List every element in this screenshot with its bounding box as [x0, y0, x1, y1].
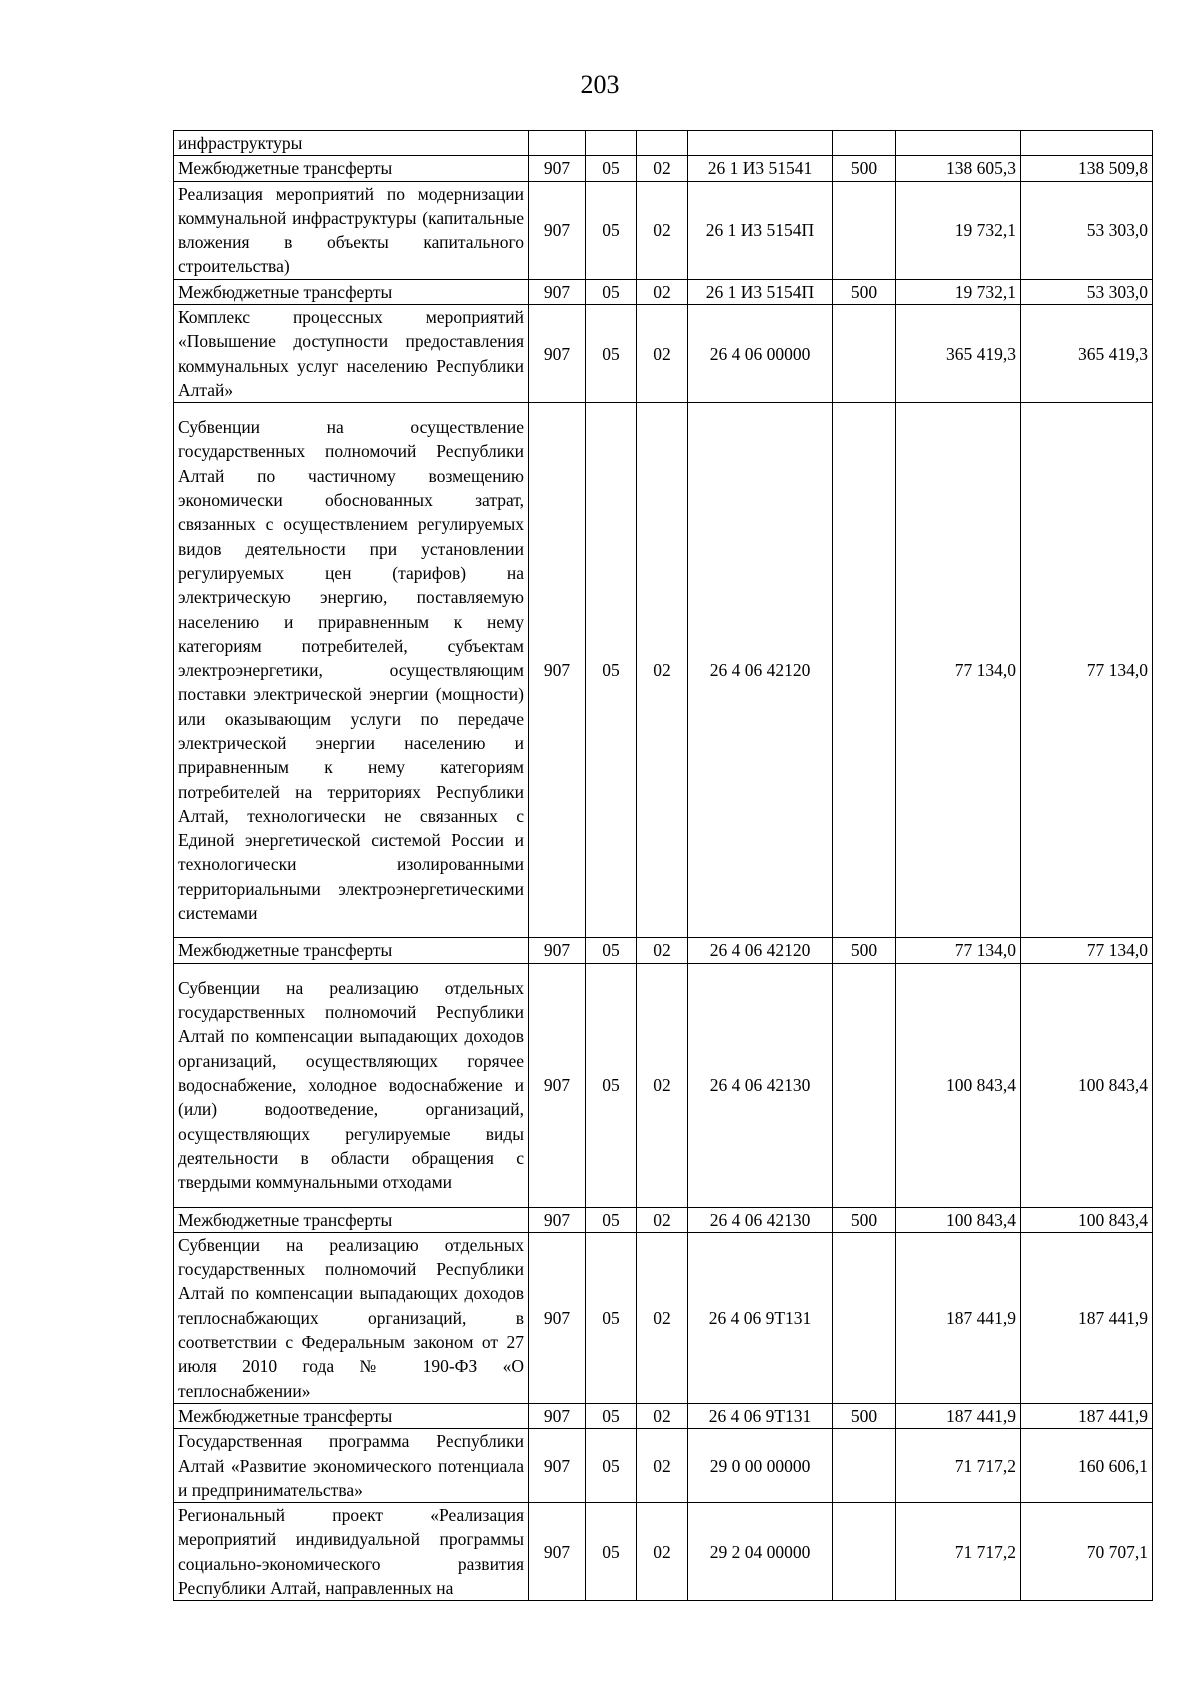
ved-cell: 907: [529, 1232, 586, 1403]
row-name: Межбюджетные трансферты: [174, 156, 529, 181]
page-number: 203: [580, 70, 620, 99]
csr-cell: 26 4 06 9Т131: [688, 1232, 833, 1403]
sum2-cell: 187 441,9: [1021, 1403, 1153, 1428]
sum2-cell: 100 843,4: [1021, 963, 1153, 1207]
sum2-cell: 365 419,3: [1021, 305, 1153, 403]
rz-cell: 05: [586, 1232, 637, 1403]
ved-cell: 907: [529, 1403, 586, 1428]
vr-cell: [833, 305, 896, 403]
vr-cell: [833, 963, 896, 1207]
ved-cell: 907: [529, 963, 586, 1207]
csr-cell: 29 0 00 00000: [688, 1429, 833, 1503]
sum2-cell: 160 606,1: [1021, 1429, 1153, 1503]
sum2-cell: 77 134,0: [1021, 938, 1153, 963]
sum1-cell: 19 732,1: [896, 181, 1021, 279]
ved-cell: 907: [529, 305, 586, 403]
ved-cell: 907: [529, 279, 586, 304]
ved-cell: 907: [529, 156, 586, 181]
vr-cell: 500: [833, 279, 896, 304]
csr-cell: 29 2 04 00000: [688, 1503, 833, 1601]
sum2-cell: 70 707,1: [1021, 1503, 1153, 1601]
pr-cell: 02: [637, 156, 688, 181]
csr-cell: 26 1 И3 5154П: [688, 279, 833, 304]
csr-cell: 26 1 И3 5154П: [688, 181, 833, 279]
vr-cell: [833, 181, 896, 279]
rz-cell: 05: [586, 279, 637, 304]
sum2-cell: 53 303,0: [1021, 181, 1153, 279]
ved-cell: 907: [529, 1503, 586, 1601]
vr-cell: [833, 403, 896, 938]
row-name: Субвенции на реализацию отдельных государственных полномочий Республики Алтай по компенсации выпадающих доходов теплоснабжающих организаций, в соответствии с Федеральным законом от 27 июля 2010 года № 190-ФЗ «О теплоснабжении»: [174, 1232, 529, 1403]
csr-cell: 26 4 06 42120: [688, 403, 833, 938]
pr-cell: 02: [637, 181, 688, 279]
sum2-cell: 77 134,0: [1021, 403, 1153, 938]
csr-cell: 26 1 И3 51541: [688, 156, 833, 181]
sum1-cell: 100 843,4: [896, 963, 1021, 1207]
vr-cell: 500: [833, 156, 896, 181]
pr-cell: 02: [637, 1207, 688, 1232]
rz-cell: [586, 131, 637, 156]
sum2-cell: [1021, 131, 1153, 156]
rz-cell: 05: [586, 156, 637, 181]
row-name: Комплекс процессных мероприятий «Повышение доступности предоставления коммунальных услуг населению Республики Алтай»: [174, 305, 529, 403]
budget-table: [173, 130, 1153, 1601]
csr-cell: [688, 131, 833, 156]
vr-cell: 500: [833, 938, 896, 963]
table-row: [174, 1207, 1153, 1232]
ved-cell: [529, 131, 586, 156]
table-row: [174, 1429, 1153, 1503]
row-name: Субвенции на осуществление государственных полномочий Республики Алтай по частичному возмещению экономически обоснованных затрат, связанных с осуществлением регулируемых видов деятельности при установлении регулируемых цен (тарифов) на электрическую энергию, поставляемую населению и приравненным к нему категориям потребителей, субъектам электроэнергетики, осуществляющим поставки электрической энергии (мощности) или оказывающим услуги по передаче электрической энергии населению и приравненным к нему категориям потребителей на территориях Республики Алтай, технологически не связанных с Единой энергетической системой России и технологически изолированными территориальными электроэнергетическими системами: [174, 403, 529, 938]
table-row: [174, 403, 1153, 938]
rz-cell: 05: [586, 1429, 637, 1503]
rz-cell: 05: [586, 1403, 637, 1428]
rz-cell: 05: [586, 403, 637, 938]
csr-cell: 26 4 06 00000: [688, 305, 833, 403]
rz-cell: 05: [586, 1503, 637, 1601]
vr-cell: [833, 1429, 896, 1503]
row-name: Субвенции на реализацию отдельных государственных полномочий Республики Алтай по компенсации выпадающих доходов организаций, осуществляющих горячее водоснабжение, холодное водоснабжение и (или) водоотведение, организаций, осуществляющих регулируемые виды деятельности в области обращения с твердыми коммунальными отходами: [174, 963, 529, 1207]
row-name: Межбюджетные трансферты: [174, 1403, 529, 1428]
ved-cell: 907: [529, 181, 586, 279]
table-row: [174, 156, 1153, 181]
row-name: Межбюджетные трансферты: [174, 938, 529, 963]
row-name: Межбюджетные трансферты: [174, 1207, 529, 1232]
table-row: [174, 279, 1153, 304]
row-name: инфраструктуры: [174, 131, 529, 156]
row-name: Государственная программа Республики Алтай «Развитие экономического потенциала и предпринимательства»: [174, 1429, 529, 1503]
ved-cell: 907: [529, 1207, 586, 1232]
rz-cell: 05: [586, 938, 637, 963]
sum2-cell: 138 509,8: [1021, 156, 1153, 181]
pr-cell: [637, 131, 688, 156]
vr-cell: [833, 131, 896, 156]
table-row: [174, 181, 1153, 279]
pr-cell: 02: [637, 279, 688, 304]
pr-cell: 02: [637, 1429, 688, 1503]
ved-cell: 907: [529, 403, 586, 938]
table-row: [174, 938, 1153, 963]
sum1-cell: 71 717,2: [896, 1503, 1021, 1601]
sum2-cell: 53 303,0: [1021, 279, 1153, 304]
table-row: [174, 131, 1153, 156]
ved-cell: 907: [529, 938, 586, 963]
sum1-cell: 77 134,0: [896, 403, 1021, 938]
table-row: [174, 963, 1153, 1207]
pr-cell: 02: [637, 1403, 688, 1428]
sum1-cell: 77 134,0: [896, 938, 1021, 963]
csr-cell: 26 4 06 42120: [688, 938, 833, 963]
csr-cell: 26 4 06 9Т131: [688, 1403, 833, 1428]
table-row: [174, 1503, 1153, 1601]
rz-cell: 05: [586, 305, 637, 403]
vr-cell: 500: [833, 1207, 896, 1232]
row-name: Региональный проект «Реализация мероприятий индивидуальной программы социально-экономического развития Республики Алтай, направленных на: [174, 1503, 529, 1601]
rz-cell: 05: [586, 1207, 637, 1232]
sum1-cell: 19 732,1: [896, 279, 1021, 304]
table-row: [174, 305, 1153, 403]
table-row: [174, 1403, 1153, 1428]
sum2-cell: 187 441,9: [1021, 1232, 1153, 1403]
row-name: Реализация мероприятий по модернизации коммунальной инфраструктуры (капитальные вложения в объекты капитального строительства): [174, 181, 529, 279]
pr-cell: 02: [637, 305, 688, 403]
sum2-cell: 100 843,4: [1021, 1207, 1153, 1232]
sum1-cell: 100 843,4: [896, 1207, 1021, 1232]
pr-cell: 02: [637, 963, 688, 1207]
sum1-cell: 71 717,2: [896, 1429, 1021, 1503]
sum1-cell: 187 441,9: [896, 1232, 1021, 1403]
pr-cell: 02: [637, 1503, 688, 1601]
table-row: [174, 1232, 1153, 1403]
sum1-cell: 365 419,3: [896, 305, 1021, 403]
vr-cell: 500: [833, 1403, 896, 1428]
vr-cell: [833, 1232, 896, 1403]
pr-cell: 02: [637, 403, 688, 938]
pr-cell: 02: [637, 1232, 688, 1403]
sum1-cell: 138 605,3: [896, 156, 1021, 181]
ved-cell: 907: [529, 1429, 586, 1503]
sum1-cell: [896, 131, 1021, 156]
rz-cell: 05: [586, 181, 637, 279]
vr-cell: [833, 1503, 896, 1601]
rz-cell: 05: [586, 963, 637, 1207]
sum1-cell: 187 441,9: [896, 1403, 1021, 1428]
csr-cell: 26 4 06 42130: [688, 1207, 833, 1232]
pr-cell: 02: [637, 938, 688, 963]
csr-cell: 26 4 06 42130: [688, 963, 833, 1207]
row-name: Межбюджетные трансферты: [174, 279, 529, 304]
